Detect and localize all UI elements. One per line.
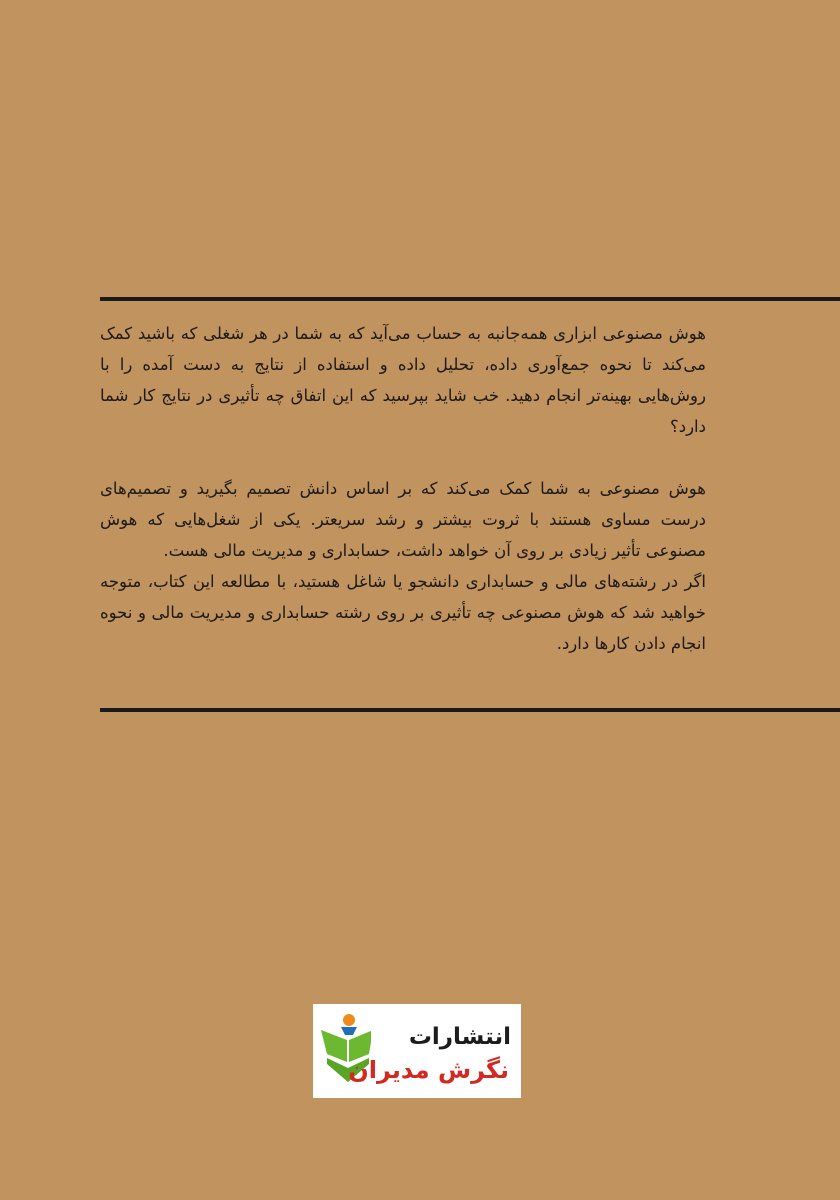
- publisher-name: نگرش مدیران: [348, 1056, 509, 1084]
- top-divider-rule: [100, 297, 840, 301]
- back-cover-text: [100, 318, 706, 659]
- paragraph-audience: اگر در رشته‌های مالی و حسابداری دانشجو یا شاغل هستید، با مطالعه این کتاب، متوجه خواهید شد که هوش مصنوعی چه تأثیری بر روی رشته حسابداری و مدیریت مالی و نحوه انجام دادن کارها دارد.: [100, 572, 706, 653]
- bottom-divider-rule: [100, 708, 840, 712]
- paragraph-intro: هوش مصنوعی ابزاری همه‌جانبه به حساب می‌آید که به شما در هر شغلی که باشید کمک می‌کند تا نحوه جمع‌آوری داده، تحلیل داده و استفاده از نتایج به دست آمده را با روش‌هایی بهینه‌تر انجام دهید. خب شاید بپرسید که این اتفاق چه تأثیری در نتایج کار شما دارد؟: [100, 324, 706, 436]
- paragraph-decisions: هوش مصنوعی به شما کمک می‌کند که بر اساس دانش تصمیم بگیرید و تصمیم‌های درست مساوی هستند با ثروت بیشتر و رشد سریعتر. یکی از شغل‌هایی که هوش مصنوعی تأثیر زیادی بر روی آن خواهد داشت، حسابداری و مدیریت مالی هست.: [100, 479, 706, 560]
- publisher-label: انتشارات: [408, 1024, 511, 1050]
- publisher-logo: [313, 1004, 521, 1098]
